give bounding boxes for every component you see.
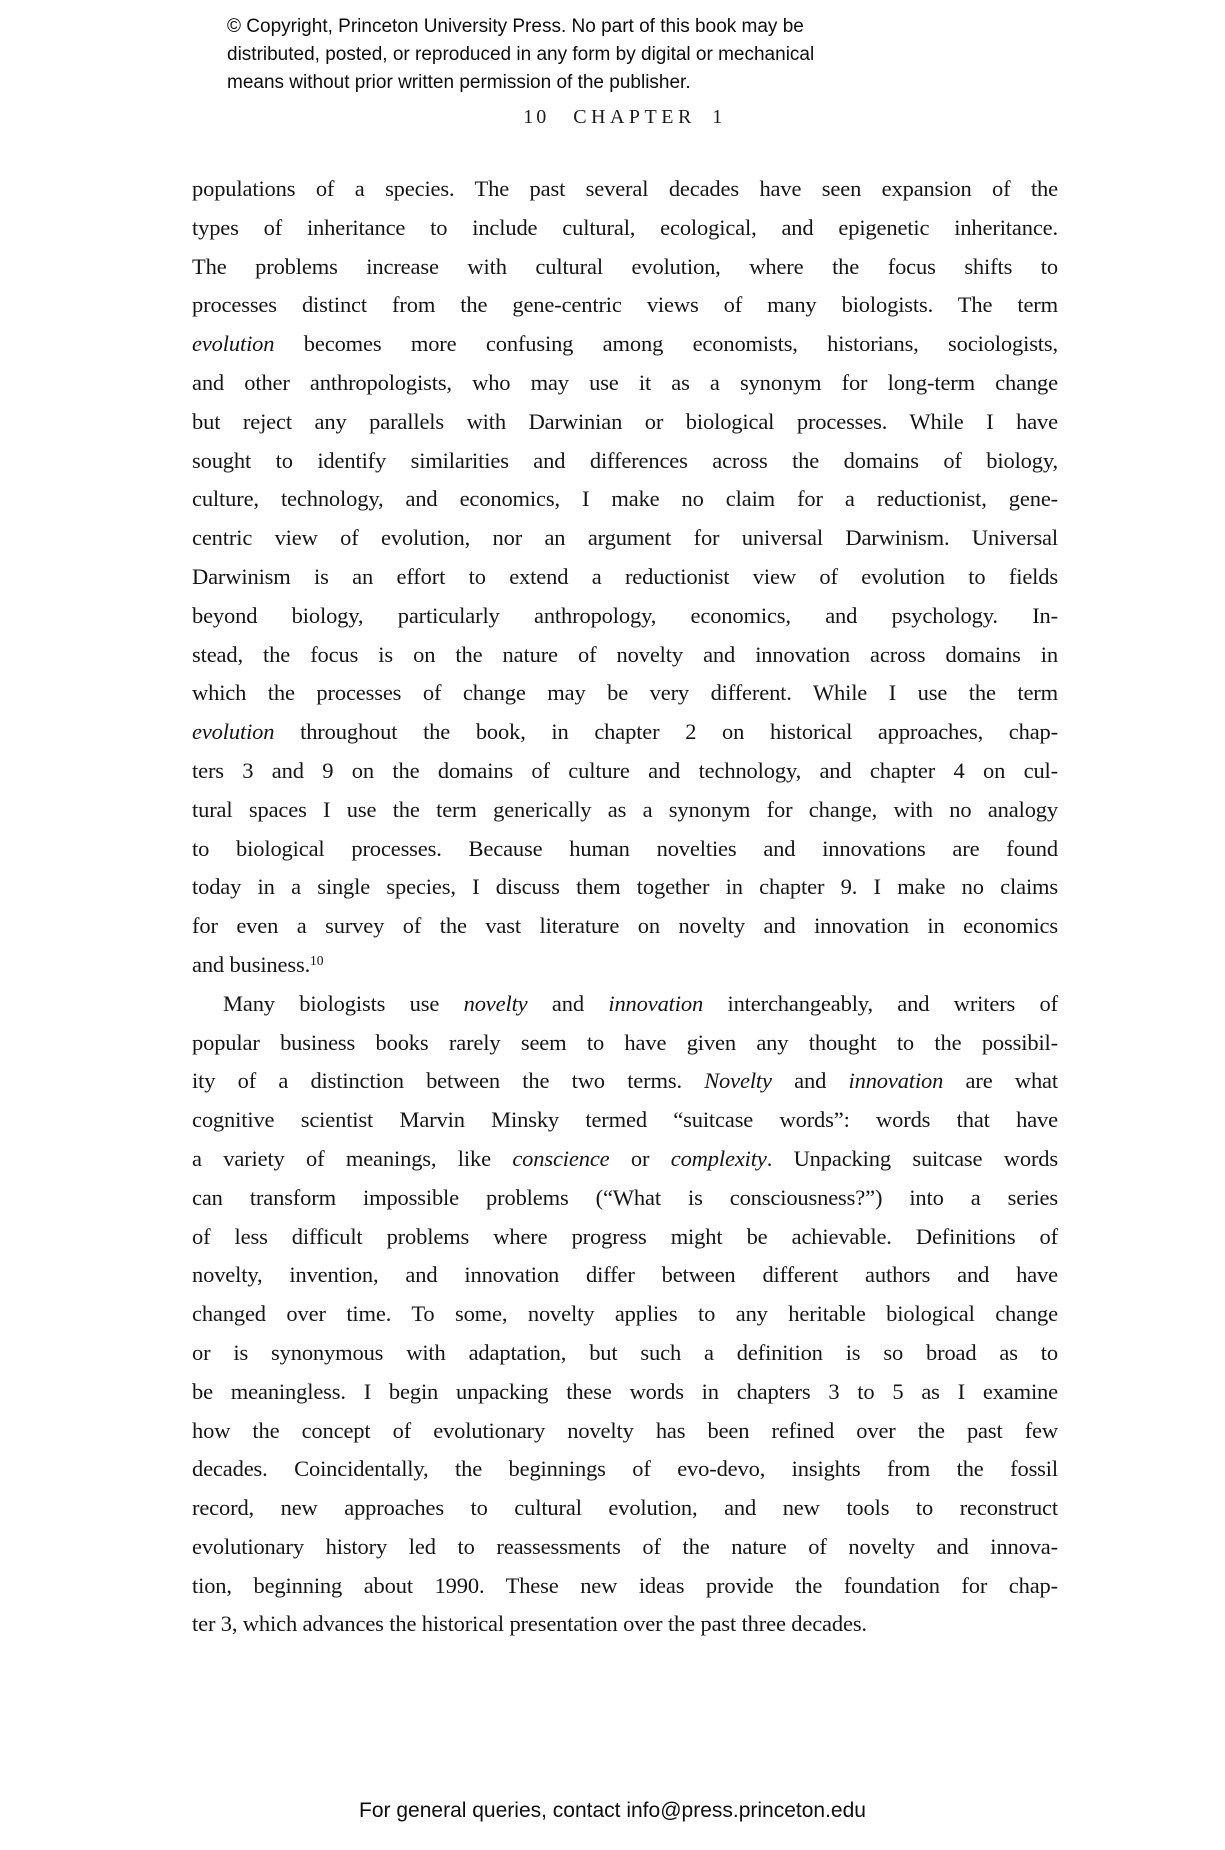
body-line	[192, 1062, 1058, 1101]
text-run: and other anthropologists, who may use it as a synonym for long-term change	[192, 369, 1058, 395]
italic-text-run: novelty	[463, 990, 528, 1016]
copyright-line-1: © Copyright, Princeton University Press. No part of this book may be	[227, 16, 804, 37]
body-line	[192, 209, 1058, 248]
body-line	[192, 170, 1058, 209]
body-line	[192, 558, 1058, 597]
body-line	[192, 985, 1058, 1024]
copyright-line-2: distributed, posted, or reproduced in any form by digital or mechanical	[227, 44, 815, 65]
body-line	[192, 1605, 1058, 1644]
body-line	[192, 1412, 1058, 1451]
text-run: centric view of evolution, nor an argument for universal Darwinism. Universal	[192, 525, 1058, 551]
body-line	[192, 713, 1058, 752]
copyright-notice	[227, 13, 814, 97]
body-line	[192, 1334, 1058, 1373]
body-line	[192, 830, 1058, 869]
text-run: a variety of meanings, like	[192, 1145, 513, 1171]
text-run: The problems increase with cultural evolution, where the focus shifts to	[192, 253, 1058, 279]
body-text	[192, 170, 1058, 1644]
footer-queries-text: For general queries, contact info@press.princeton.edu	[359, 1799, 866, 1822]
copyright-line-3: means without prior written permission of the publisher.	[227, 72, 691, 93]
italic-text-run: innovation	[608, 990, 704, 1016]
body-line	[192, 1256, 1058, 1295]
chapter-heading: CHAPTER 1	[573, 106, 727, 128]
text-run: evolutionary history led to reassessments of the nature of novelty and innova-	[192, 1533, 1058, 1559]
text-run: record, new approaches to cultural evolution, and new tools to reconstruct	[192, 1495, 1058, 1521]
text-run: becomes more confusing among economists, historians, sociologists,	[274, 331, 1058, 357]
italic-text-run: evolution	[192, 331, 275, 357]
body-line	[192, 752, 1058, 791]
text-run: . Unpacking suitcase words	[766, 1145, 1058, 1171]
text-run: ity of a distinction between the two terms.	[192, 1068, 705, 1094]
italic-text-run: evolution	[192, 719, 275, 745]
body-line	[192, 248, 1058, 287]
text-run: how the concept of evolutionary novelty has been refined over the past few	[192, 1417, 1058, 1443]
text-run: and business.	[192, 951, 311, 977]
text-run: can transform impossible problems (“What is consciousness?”) into a series	[192, 1184, 1058, 1210]
text-run: but reject any parallels with Darwinian or biological processes. While I have	[192, 408, 1058, 434]
body-line	[192, 1567, 1058, 1606]
body-line	[192, 442, 1058, 481]
text-run: types of inheritance to include cultural, ecological, and epigenetic inheritance.	[192, 214, 1058, 240]
running-head	[192, 106, 1058, 129]
body-line	[192, 519, 1058, 558]
body-line	[192, 403, 1058, 442]
text-run: Many biologists use	[223, 990, 464, 1016]
text-run: changed over time. To some, novelty applies to any heritable biological change	[192, 1301, 1058, 1327]
text-run: which the processes of change may be very different. While I use the term	[192, 680, 1058, 706]
text-run: or	[609, 1145, 671, 1171]
text-run: beyond biology, particularly anthropology, economics, and psychology. In-	[192, 602, 1058, 628]
text-run: stead, the focus is on the nature of novelty and innovation across domains in	[192, 641, 1058, 667]
body-line	[192, 1450, 1058, 1489]
body-line	[192, 364, 1058, 403]
text-run: and	[771, 1068, 849, 1094]
text-run: Darwinism is an effort to extend a reductionist view of evolution to fields	[192, 563, 1058, 589]
text-run: interchangeably, and writers of	[703, 990, 1058, 1016]
text-run: tion, beginning about 1990. These new ideas provide the foundation for chap-	[192, 1572, 1058, 1598]
body-line	[192, 868, 1058, 907]
text-run: processes distinct from the gene-centric views of many biologists. The term	[192, 292, 1058, 318]
text-run: culture, technology, and economics, I make no claim for a reductionist, gene-	[192, 486, 1058, 512]
text-run: populations of a species. The past several decades have seen expansion of the	[192, 176, 1058, 201]
text-run: or is synonymous with adaptation, but such a definition is so broad as to	[192, 1339, 1058, 1365]
body-line	[192, 597, 1058, 636]
page-number: 10	[523, 106, 550, 128]
body-line	[192, 480, 1058, 519]
text-run: decades. Coincidentally, the beginnings of evo-devo, insights from the fossil	[192, 1456, 1058, 1482]
text-run: be meaningless. I begin unpacking these words in chapters 3 to 5 as I examine	[192, 1378, 1058, 1404]
italic-text-run: Novelty	[704, 1068, 772, 1094]
text-run: to biological processes. Because human novelties and innovations are found	[192, 835, 1058, 861]
italic-text-run: complexity	[670, 1145, 767, 1171]
body-line	[192, 1489, 1058, 1528]
body-line	[192, 1218, 1058, 1257]
body-line	[192, 791, 1058, 830]
body-line	[192, 286, 1058, 325]
body-line	[192, 1373, 1058, 1412]
body-line	[192, 636, 1058, 675]
body-line	[192, 1179, 1058, 1218]
text-run: ter 3, which advances the historical presentation over the past three decades.	[192, 1611, 867, 1637]
text-run: ters 3 and 9 on the domains of culture and technology, and chapter 4 on cul-	[192, 757, 1058, 783]
body-line	[192, 1024, 1058, 1063]
text-run: cognitive scientist Marvin Minsky termed “suitcase words”: words that have	[192, 1107, 1058, 1133]
body-line	[192, 907, 1058, 946]
page-footer	[0, 1799, 1225, 1823]
body-line	[192, 946, 1058, 985]
text-run: popular business books rarely seem to have given any thought to the possibil-	[192, 1029, 1058, 1055]
body-line	[192, 1140, 1058, 1179]
text-run: are what	[943, 1068, 1058, 1094]
text-run: tural spaces I use the term generically as a synonym for change, with no analogy	[192, 796, 1058, 822]
text-run: sought to identify similarities and differences across the domains of biology,	[192, 447, 1058, 473]
body-line	[192, 674, 1058, 713]
text-run: for even a survey of the vast literature on novelty and innovation in economics	[192, 913, 1058, 939]
text-run: novelty, invention, and innovation differ between different authors and have	[192, 1262, 1058, 1288]
body-line	[192, 1101, 1058, 1140]
italic-text-run: innovation	[848, 1068, 944, 1094]
body-line	[192, 325, 1058, 364]
text-run: and	[527, 990, 609, 1016]
text-run: of less difficult problems where progress might be achievable. Definitions of	[192, 1223, 1058, 1249]
text-run: today in a single species, I discuss them together in chapter 9. I make no claims	[192, 874, 1058, 900]
text-run: throughout the book, in chapter 2 on historical approaches, chap-	[274, 719, 1058, 745]
body-line	[192, 1528, 1058, 1567]
footnote-reference: 10	[310, 953, 324, 969]
body-line	[192, 1295, 1058, 1334]
italic-text-run: conscience	[512, 1145, 610, 1171]
